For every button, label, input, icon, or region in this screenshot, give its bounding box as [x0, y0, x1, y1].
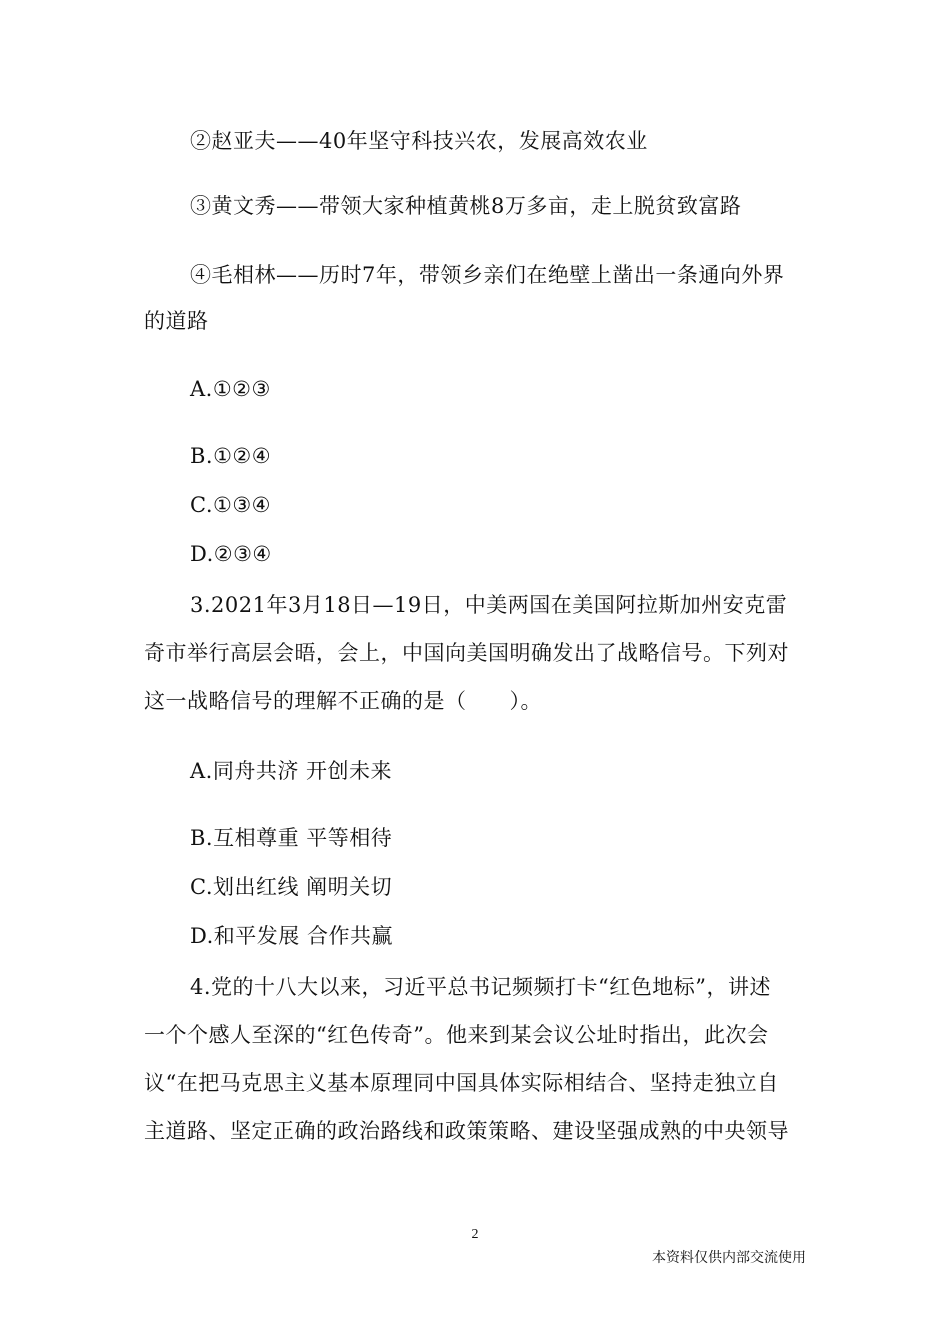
statement-3: ③黄文秀——带领大家种植黄桃8万多亩，走上脱贫致富路: [190, 194, 742, 218]
statement-2: ②赵亚夫——40年坚守科技兴农，发展高效农业: [190, 129, 648, 153]
footer-note: 本资料仅供内部交流使用: [652, 1250, 806, 1266]
question-4-line-3: 议“在把马克思主义基本原理同中国具体实际相结合、坚持走独立自: [144, 1071, 779, 1095]
question-3-line-3: 这一战略信号的理解不正确的是（ ）。: [144, 689, 542, 713]
q2-option-a: A.①②③: [190, 377, 271, 401]
question-3-line-1: 3.2021年3月18日—19日，中美两国在美国阿拉斯加州安克雷: [190, 593, 788, 617]
question-3-line-2: 奇市举行高层会晤，会上，中国向美国明确发出了战略信号。下列对: [144, 641, 789, 665]
q2-option-c: C.①③④: [190, 493, 271, 517]
page-number: 2: [471, 1227, 479, 1242]
q2-option-d: D.②③④: [190, 542, 272, 566]
question-4-line-4: 主道路、坚定正确的政治路线和政策策略、建设坚强成熟的中央领导: [144, 1119, 789, 1143]
q3-option-c: C.划出红线 阐明关切: [190, 875, 393, 899]
q2-option-b: B.①②④: [190, 444, 272, 468]
statement-4: ④毛相林——历时7年，带领乡亲们在绝壁上凿出一条通向外界: [190, 263, 785, 287]
q3-option-d: D.和平发展 合作共赢: [190, 924, 393, 948]
statement-4-continued: 的道路: [144, 309, 209, 333]
question-4-line-1: 4.党的十八大以来，习近平总书记频频打卡“红色地标”，讲述: [190, 975, 772, 999]
q3-option-a: A.同舟共济 开创未来: [190, 759, 393, 783]
question-4-line-2: 一个个感人至深的“红色传奇”。他来到某会议公址时指出，此次会: [144, 1023, 769, 1047]
q3-option-b: B.互相尊重 平等相待: [190, 826, 393, 850]
